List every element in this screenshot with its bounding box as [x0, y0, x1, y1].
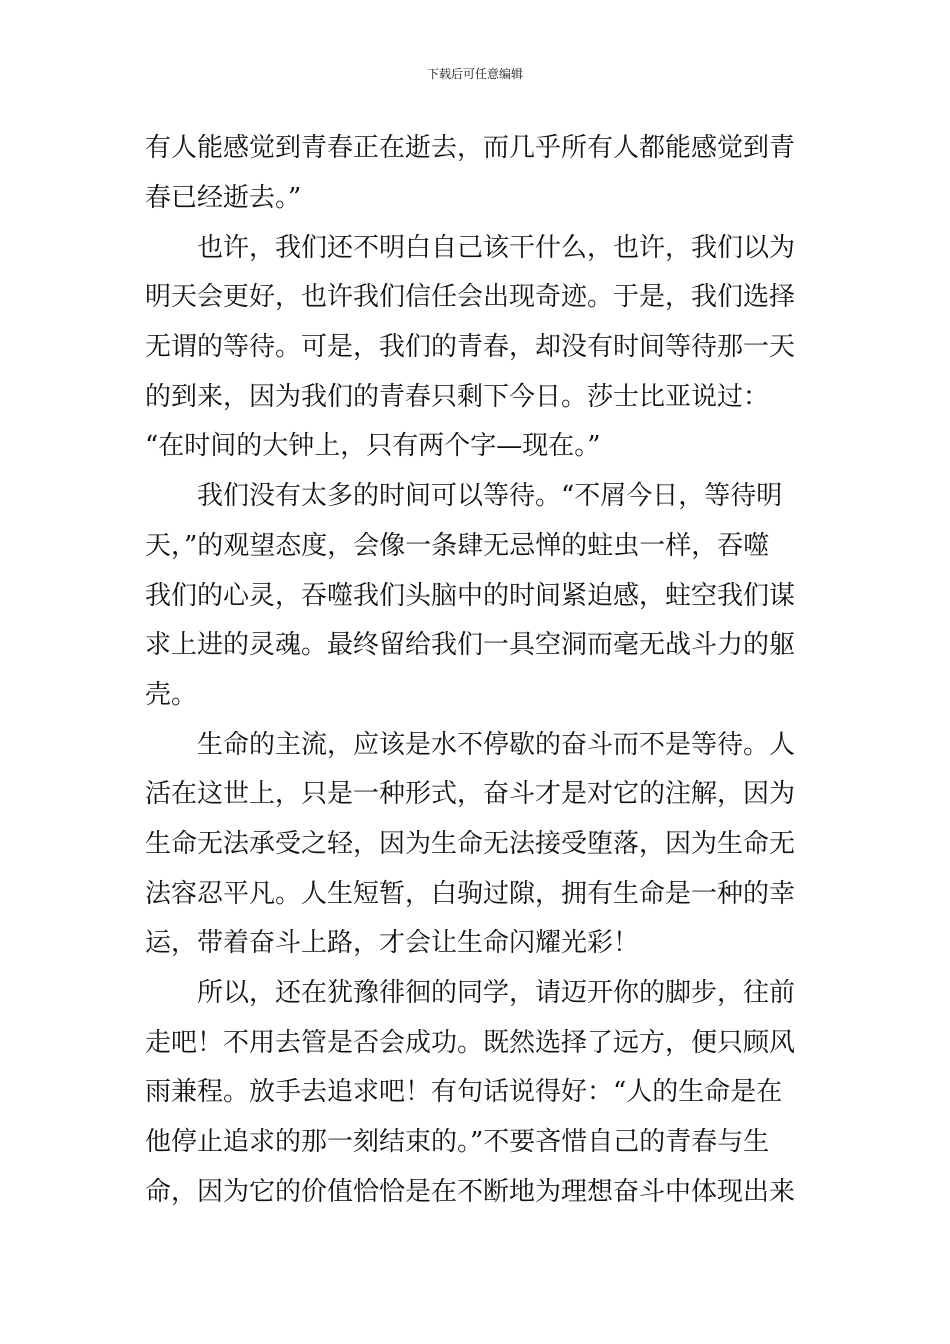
- text-line: 有人能感觉到青春正在逝去，而几乎所有人都能感觉到青: [145, 133, 796, 163]
- text-line: 求上进的灵魂。最终留给我们一具空洞而毫无战斗力的躯: [145, 630, 796, 660]
- text-line: 运，带着奋斗上路，才会让生命闪耀光彩！: [145, 928, 640, 958]
- text-line: 他停止追求的那一刻结束的。”不要吝惜自己的青春与生: [145, 1127, 770, 1157]
- text-line: 活在这世上，只是一种形式，奋斗才是对它的注解，因为: [145, 779, 796, 809]
- text-line: 春已经逝去。”: [145, 183, 302, 213]
- text-line: 雨兼程。放手去追求吧！有句话说得好：“人的生命是在: [145, 1077, 783, 1107]
- text-line: 所以，还在犹豫徘徊的同学，请迈开你的脚步，往前: [145, 978, 796, 1008]
- text-line: 也许，我们还不明白自己该干什么，也许，我们以为: [145, 233, 796, 263]
- text-line: 无谓的等待。可是，我们的青春，却没有时间等待那一天: [145, 332, 796, 362]
- text-line: 明天会更好，也许我们信任会出现奇迹。于是，我们选择: [145, 282, 796, 312]
- text-line: 的到来，因为我们的青春只剩下今日。莎士比亚说过：: [145, 382, 770, 412]
- text-line: 我们没有太多的时间可以等待。“不屑今日，等待明: [145, 481, 783, 511]
- text-line: 生命无法承受之轻，因为生命无法接受堕落，因为生命无: [145, 829, 796, 859]
- text-line: 生命的主流，应该是水不停歇的奋斗而不是等待。人: [145, 730, 796, 760]
- text-line: 走吧！不用去管是否会成功。既然选择了远方，便只顾风: [145, 1028, 796, 1058]
- page-header: 下载后可任意编辑: [426, 67, 523, 81]
- text-line: 命，因为它的价值恰恰是在不断地为理想奋斗中体现出来: [145, 1177, 796, 1207]
- text-line: 壳。: [145, 680, 198, 710]
- text-line: “在时间的大钟上，只有两个字—现在。”: [145, 431, 601, 461]
- text-line: 天，”的观望态度，会像一条肆无忌惮的蛀虫一样，吞噬: [145, 531, 770, 561]
- text-line: 我们的心灵，吞噬我们头脑中的时间紧迫感，蛀空我们谋: [145, 581, 796, 611]
- text-line: 法容忍平凡。人生短暂，白驹过隙，拥有生命是一种的幸: [145, 879, 796, 909]
